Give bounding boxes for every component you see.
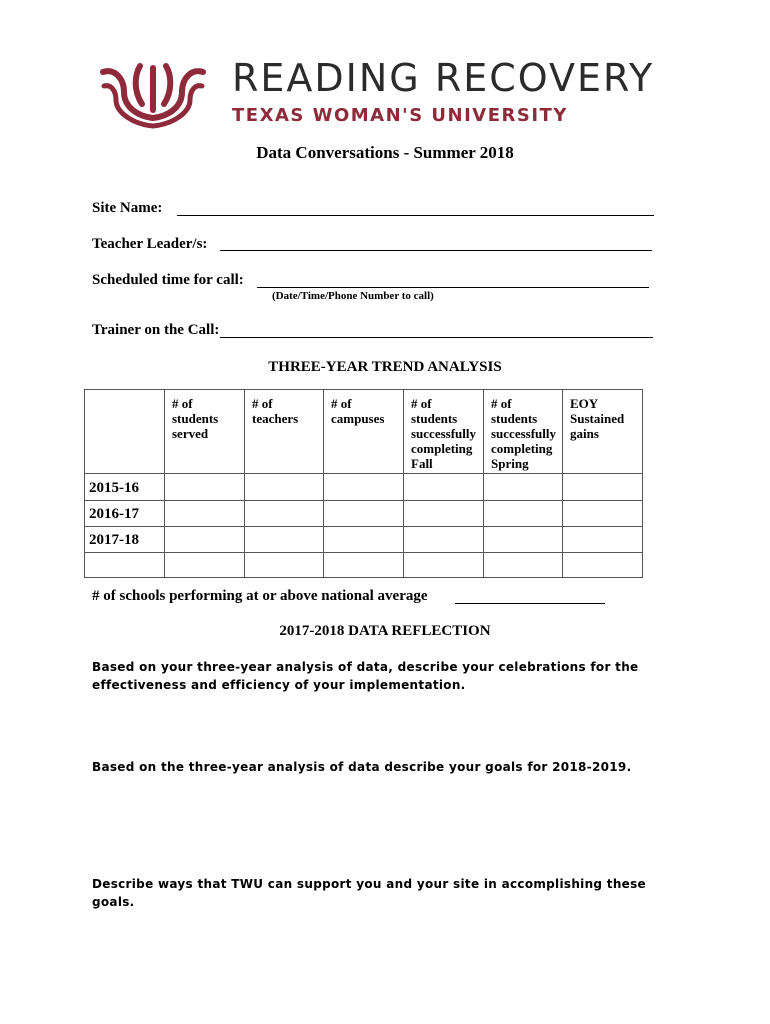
header-text: # of teachers xyxy=(252,396,299,426)
data-cell[interactable] xyxy=(245,474,324,501)
col-completing-spring xyxy=(484,390,563,474)
reflection-prompt-goals: Based on the three-year analysis of data describe your goals for 2018-2019. xyxy=(92,760,632,774)
schools-performing-line[interactable] xyxy=(455,603,605,604)
data-cell[interactable] xyxy=(324,501,404,527)
data-cell[interactable] xyxy=(484,553,563,578)
table-row xyxy=(85,527,643,553)
header-text: # of students successfully completing Fall xyxy=(411,396,476,471)
scheduled-time-label: Scheduled time for call: xyxy=(92,272,244,288)
reflection-prompt-celebrations: Based on your three-year analysis of data, describe your celebrations for the effectiveness and efficiency of your implementation. xyxy=(92,660,639,692)
col-completing-fall xyxy=(404,390,484,474)
trend-header-row xyxy=(85,390,643,474)
data-cell[interactable] xyxy=(563,474,643,501)
data-cell[interactable] xyxy=(245,553,324,578)
data-cell[interactable] xyxy=(245,527,324,553)
data-cell[interactable] xyxy=(404,553,484,578)
site-name-line[interactable] xyxy=(177,215,654,216)
document-title: Data Conversations - Summer 2018 xyxy=(256,143,514,162)
teacher-leader-line[interactable] xyxy=(220,250,652,251)
trainer-label: Trainer on the Call: xyxy=(92,322,220,338)
logo-subtitle: TEXAS WOMAN'S UNIVERSITY xyxy=(232,105,568,126)
data-cell[interactable] xyxy=(324,527,404,553)
header-text: # of students successfully completing Spring xyxy=(491,396,556,471)
year-cell: 2015-16 xyxy=(85,474,165,501)
data-cell[interactable] xyxy=(404,527,484,553)
scheduled-time-line[interactable] xyxy=(257,287,649,288)
logo-title: READING RECOVERY xyxy=(232,56,655,100)
table-row xyxy=(85,501,643,527)
reading-recovery-logo-icon xyxy=(100,62,206,130)
data-cell[interactable] xyxy=(563,501,643,527)
data-cell[interactable] xyxy=(165,474,245,501)
data-cell[interactable] xyxy=(324,474,404,501)
data-cell[interactable] xyxy=(484,501,563,527)
trend-heading: THREE-YEAR TREND ANALYSIS xyxy=(268,359,502,375)
data-cell[interactable] xyxy=(563,553,643,578)
data-cell[interactable] xyxy=(245,501,324,527)
data-cell[interactable] xyxy=(484,474,563,501)
data-cell[interactable] xyxy=(404,474,484,501)
scheduled-time-hint: (Date/Time/Phone Number to call) xyxy=(272,290,434,302)
data-cell[interactable] xyxy=(563,527,643,553)
reflection-prompt-support: Describe ways that TWU can support you and your site in accomplishing these goals. xyxy=(92,877,646,909)
data-cell[interactable] xyxy=(165,501,245,527)
trainer-line[interactable] xyxy=(220,337,653,338)
year-cell: 2017-18 xyxy=(85,527,165,553)
year-cell: 2016-17 xyxy=(85,501,165,527)
reflection-heading: 2017-2018 DATA REFLECTION xyxy=(279,623,491,639)
data-cell[interactable] xyxy=(324,553,404,578)
corner-cell xyxy=(85,390,165,474)
table-row xyxy=(85,553,643,578)
col-students-served xyxy=(165,390,245,474)
table-row xyxy=(85,474,643,501)
data-cell[interactable] xyxy=(404,501,484,527)
schools-performing-label: # of schools performing at or above national average xyxy=(92,588,428,604)
col-campuses xyxy=(324,390,404,474)
site-name-label: Site Name: xyxy=(92,200,163,216)
header-text: # of campuses xyxy=(331,396,385,426)
trend-table xyxy=(84,389,643,578)
header-text: # of students served xyxy=(172,396,219,441)
data-cell[interactable] xyxy=(165,527,245,553)
year-cell xyxy=(85,553,165,578)
header-text: EOY Sustained gains xyxy=(570,396,625,441)
data-cell[interactable] xyxy=(165,553,245,578)
col-eoy-gains xyxy=(563,390,643,474)
data-cell[interactable] xyxy=(484,527,563,553)
teacher-leader-label: Teacher Leader/s: xyxy=(92,236,208,252)
col-teachers xyxy=(245,390,324,474)
